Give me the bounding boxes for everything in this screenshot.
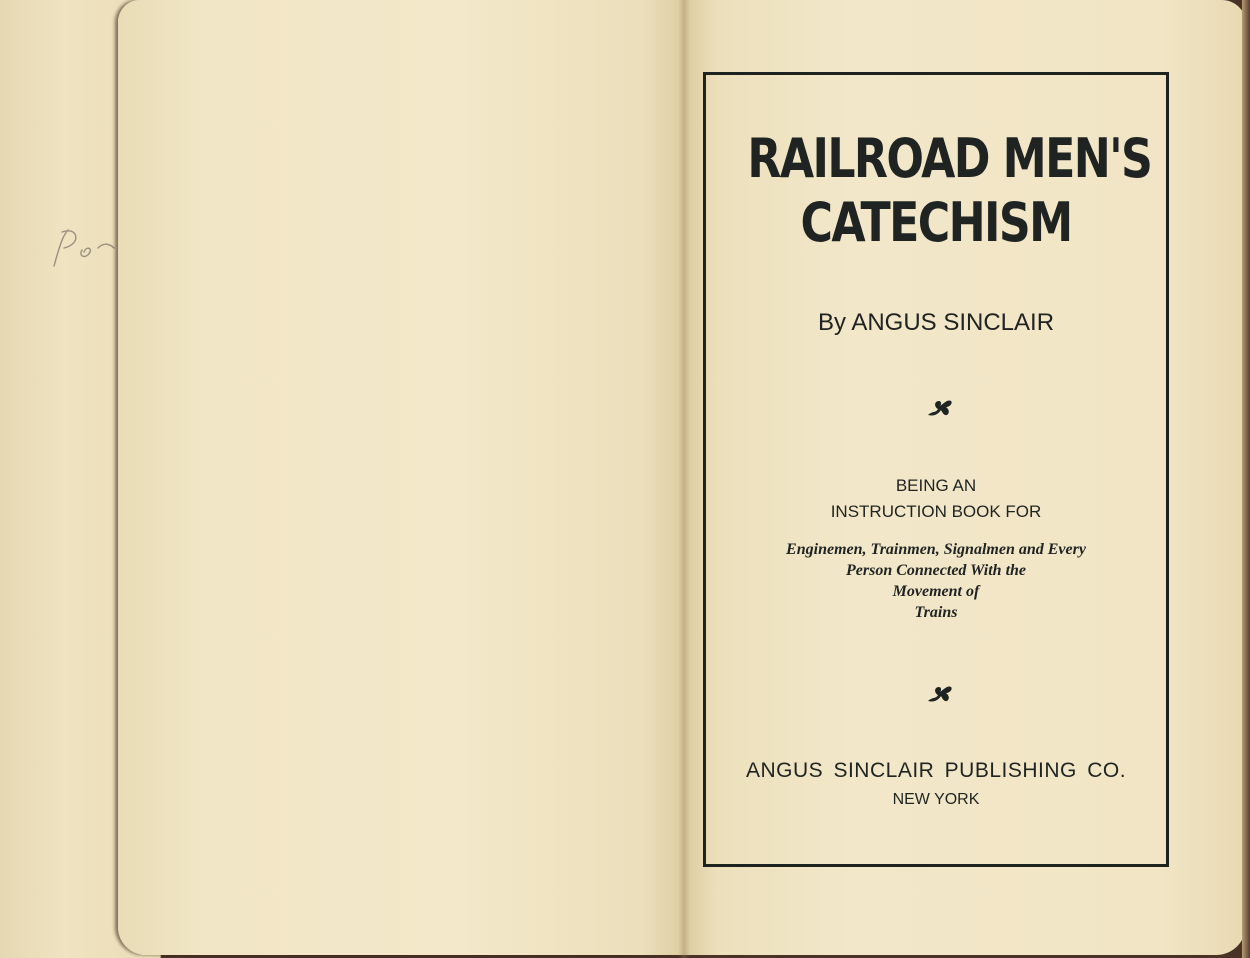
publisher-city: NEW YORK [892,791,980,808]
title-frame [703,72,1169,867]
page-gutter [678,0,690,958]
pencil-mark-icon [48,222,118,272]
subtitle-line-1: BEING AN [895,476,977,495]
left-blank-page [118,0,688,955]
book-title [747,127,1152,255]
subtitle-block [706,473,1166,525]
title-line-2: CATECHISM [800,191,1072,254]
publisher-name: ANGUS SINCLAIR PUBLISHING CO. [745,759,1127,782]
audience-line-1: Enginemen, Trainmen, Signalmen and Every [786,541,1086,558]
audience-line-2: Person Connected With the [845,562,1027,579]
cover-edge [1242,0,1250,958]
audience-description [706,539,1166,623]
audience-line-4: Trains [914,604,958,621]
title-line-1: RAILROAD MEN'S [747,127,1152,190]
fleuron-icon [926,395,954,419]
audience-line-3: Movement of [892,583,980,600]
subtitle-line-2: INSTRUCTION BOOK FOR [830,502,1042,521]
author-byline: By ANGUS SINCLAIR [817,309,1055,336]
fleuron-icon [926,681,954,705]
